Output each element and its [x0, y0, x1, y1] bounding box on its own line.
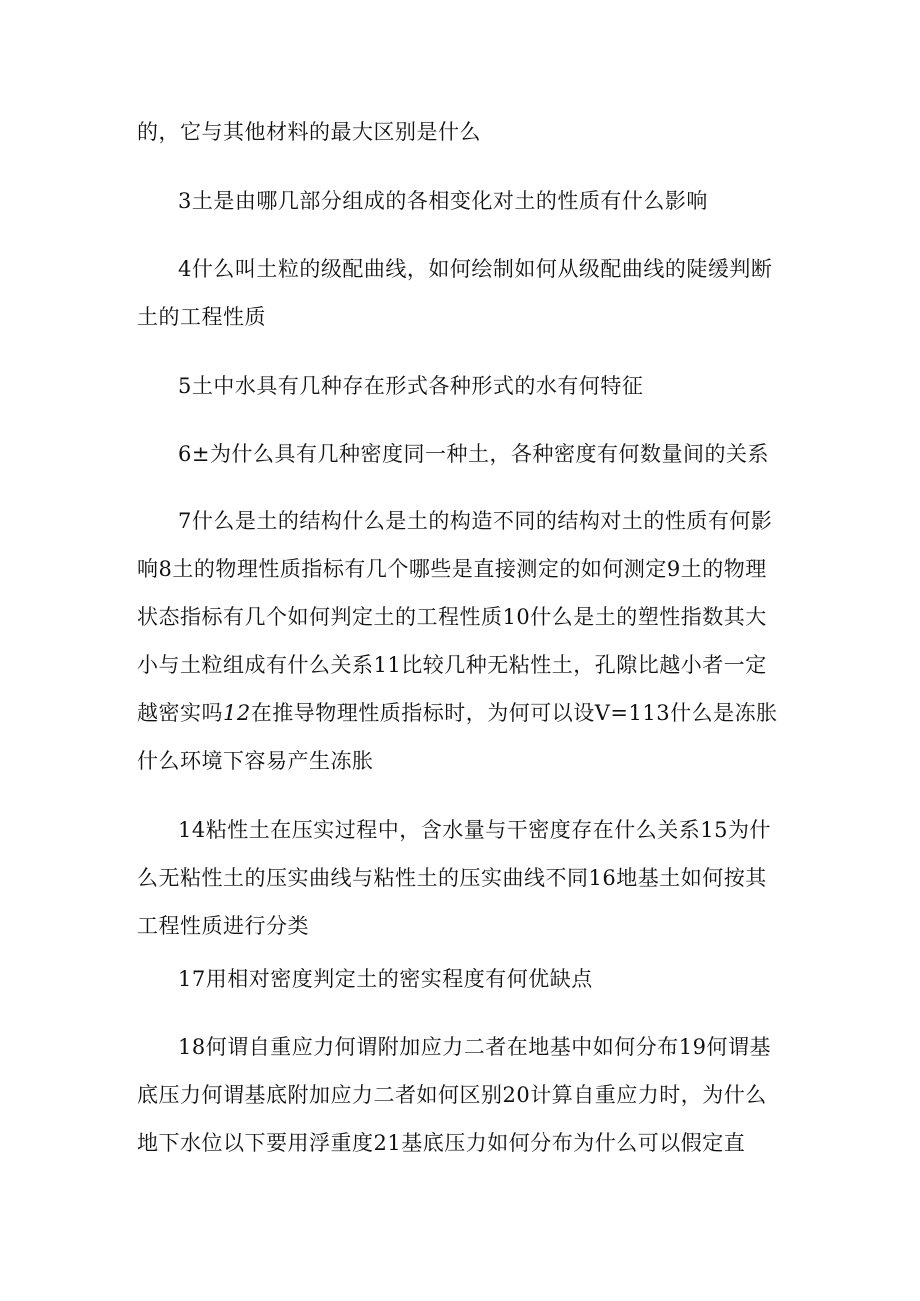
paragraph-6-text-c: 在推导物理性质指标时，为何可以设V=113什么是冻胀什么环境下容易产生冻胀: [137, 701, 778, 773]
paragraph-9: 18何谓自重应力何谓附加应力二者在地基中如何分布19何谓基底压力何谓基底附加应力二者如何区别20计算自重应力时，为什么地下水位以下要用浮重度21基底压力如何分布为什么可以假定直: [137, 1035, 771, 1155]
paragraph-7: 14粘性土在压实过程中，含水量与干密度存在什么关系15为什么无粘性土的压实曲线与粘性土的压实曲线不同16地基土如何按其工程性质进行分类: [137, 818, 771, 938]
paragraph-6-text-a: 7什么是土的结构什么是土的构造不同的结构对土的性质有何影响8土的物理性质指标有几个哪些是直接测定的如何测定9土的物理状态指标有几个如何判定土的工程性质10什么是土的塑性指数其大小与土粒组成有什么关系11比较几种无粘性土，孔隙比越小者一定越密实吗: [137, 509, 773, 725]
paragraph-3: 4什么叫土粒的级配曲线，如何绘制如何从级配曲线的陡缓判断土的工程性质: [137, 257, 773, 329]
paragraph-8: 17用相对密度判定土的密实程度有何优缺点: [178, 967, 593, 991]
paragraph-6: [137, 497, 785, 785]
paragraph-2: 3土是由哪几部分组成的各相变化对土的性质有什么影响: [178, 189, 708, 213]
paragraph-4: 5土中水具有几种存在形式各种形式的水有何特征: [178, 374, 644, 398]
paragraph-6-italic-number: 12: [223, 701, 251, 725]
paragraph-5: 6±为什么具有几种密度同一种土，各种密度有何数量间的关系: [178, 442, 769, 466]
paragraph-1: 的，它与其他材料的最大区别是什么: [137, 120, 481, 144]
